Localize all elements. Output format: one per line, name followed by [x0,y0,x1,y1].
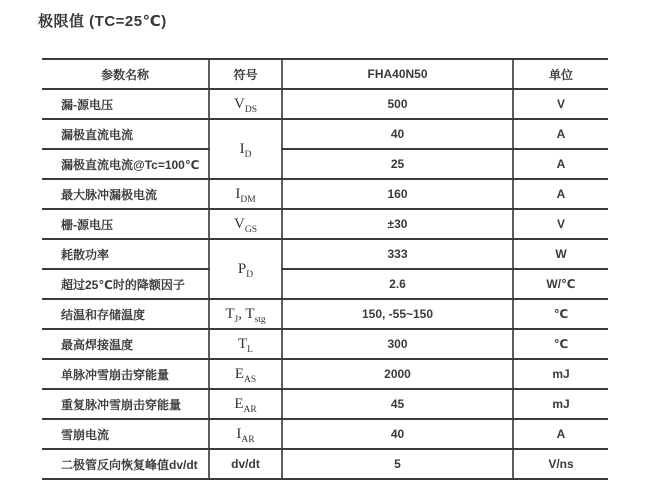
value-cell: ±30 [282,209,513,239]
value-cell: 5 [282,449,513,479]
unit-cell: mJ [513,359,608,389]
param-cell: 最高焊接温度 [42,329,209,359]
param-cell: 结温和存储温度 [42,299,209,329]
unit-cell: A [513,419,608,449]
unit-cell: V/ns [513,449,608,479]
symbol-cell [209,329,282,359]
symbol-cell [209,179,282,209]
symbol-cell [209,359,282,389]
unit-cell: ℃ [513,329,608,359]
unit-cell: V [513,89,608,119]
symbol-vds: $V_{DS}$ [234,95,257,115]
unit-cell: W [513,239,608,269]
symbol-cell [209,299,282,329]
table-row [42,239,608,269]
value-cell: 2.6 [282,269,513,299]
symbol-cell [209,209,282,239]
param-cell: 漏极直流电流@Tc=100℃ [42,149,209,179]
symbol-ear: $E_{AR}$ [234,395,257,415]
param-cell: 二极管反向恢复峰值dv/dt [42,449,209,479]
param-cell: 单脉冲雪崩击穿能量 [42,359,209,389]
header-cell-device: FHA40N50 [282,59,513,89]
param-cell: 雪崩电流 [42,419,209,449]
symbol-cell [209,89,282,119]
value-cell: 25 [282,149,513,179]
param-cell: 超过25℃时的降额因子 [42,269,209,299]
unit-cell: A [513,149,608,179]
limits-table [42,58,608,480]
table-row [42,149,608,179]
table-row [42,329,608,359]
header-cell-unit: 单位 [513,59,608,89]
symbol-eas: $E_{AS}$ [234,365,257,385]
symbol-vgs: $V_{GS}$ [234,215,257,235]
param-cell: 漏极直流电流 [42,119,209,149]
value-cell: 40 [282,119,513,149]
table-row [42,389,608,419]
table-row [42,89,608,119]
param-cell: 耗散功率 [42,239,209,269]
symbol-cell [209,419,282,449]
page-title: 极限值 (TC=25℃) [38,13,167,30]
param-cell: 重复脉冲雪崩击穿能量 [42,389,209,419]
unit-cell: W/℃ [513,269,608,299]
unit-cell: V [513,209,608,239]
header-row [42,59,608,89]
value-cell: 160 [282,179,513,209]
table-row [42,449,608,479]
unit-cell: A [513,119,608,149]
symbol-id: $I_D$ [239,140,252,160]
symbol-dvdt: dv/dt [231,457,260,471]
table-row [42,179,608,209]
symbol-cell [209,239,282,299]
table-row [42,419,608,449]
value-cell: 333 [282,239,513,269]
symbol-cell [209,449,282,479]
param-cell: 最大脉冲漏极电流 [42,179,209,209]
param-cell: 栅-源电压 [42,209,209,239]
value-cell: 40 [282,419,513,449]
header-cell-param: 参数名称 [42,59,209,89]
symbol-cell [209,389,282,419]
symbol-pd: $P_D$ [237,260,254,280]
unit-cell: A [513,179,608,209]
unit-cell: mJ [513,389,608,419]
symbol-cell [209,119,282,179]
value-cell: 300 [282,329,513,359]
symbol-iar: $I_{AR}$ [236,425,255,445]
header-cell-symbol: 符号 [209,59,282,89]
unit-cell: ℃ [513,299,608,329]
param-cell: 漏-源电压 [42,89,209,119]
value-cell: 150, -55~150 [282,299,513,329]
table-row [42,269,608,299]
symbol-idm: $I_{DM}$ [235,185,256,205]
symbol-tj-tstg: $T_J$, $T_{stg}$ [225,305,266,325]
table-row [42,299,608,329]
value-cell: 45 [282,389,513,419]
symbol-tl: $T_L$ [238,335,253,355]
table-row [42,119,608,149]
table-row [42,359,608,389]
table-row [42,209,608,239]
value-cell: 2000 [282,359,513,389]
value-cell: 500 [282,89,513,119]
